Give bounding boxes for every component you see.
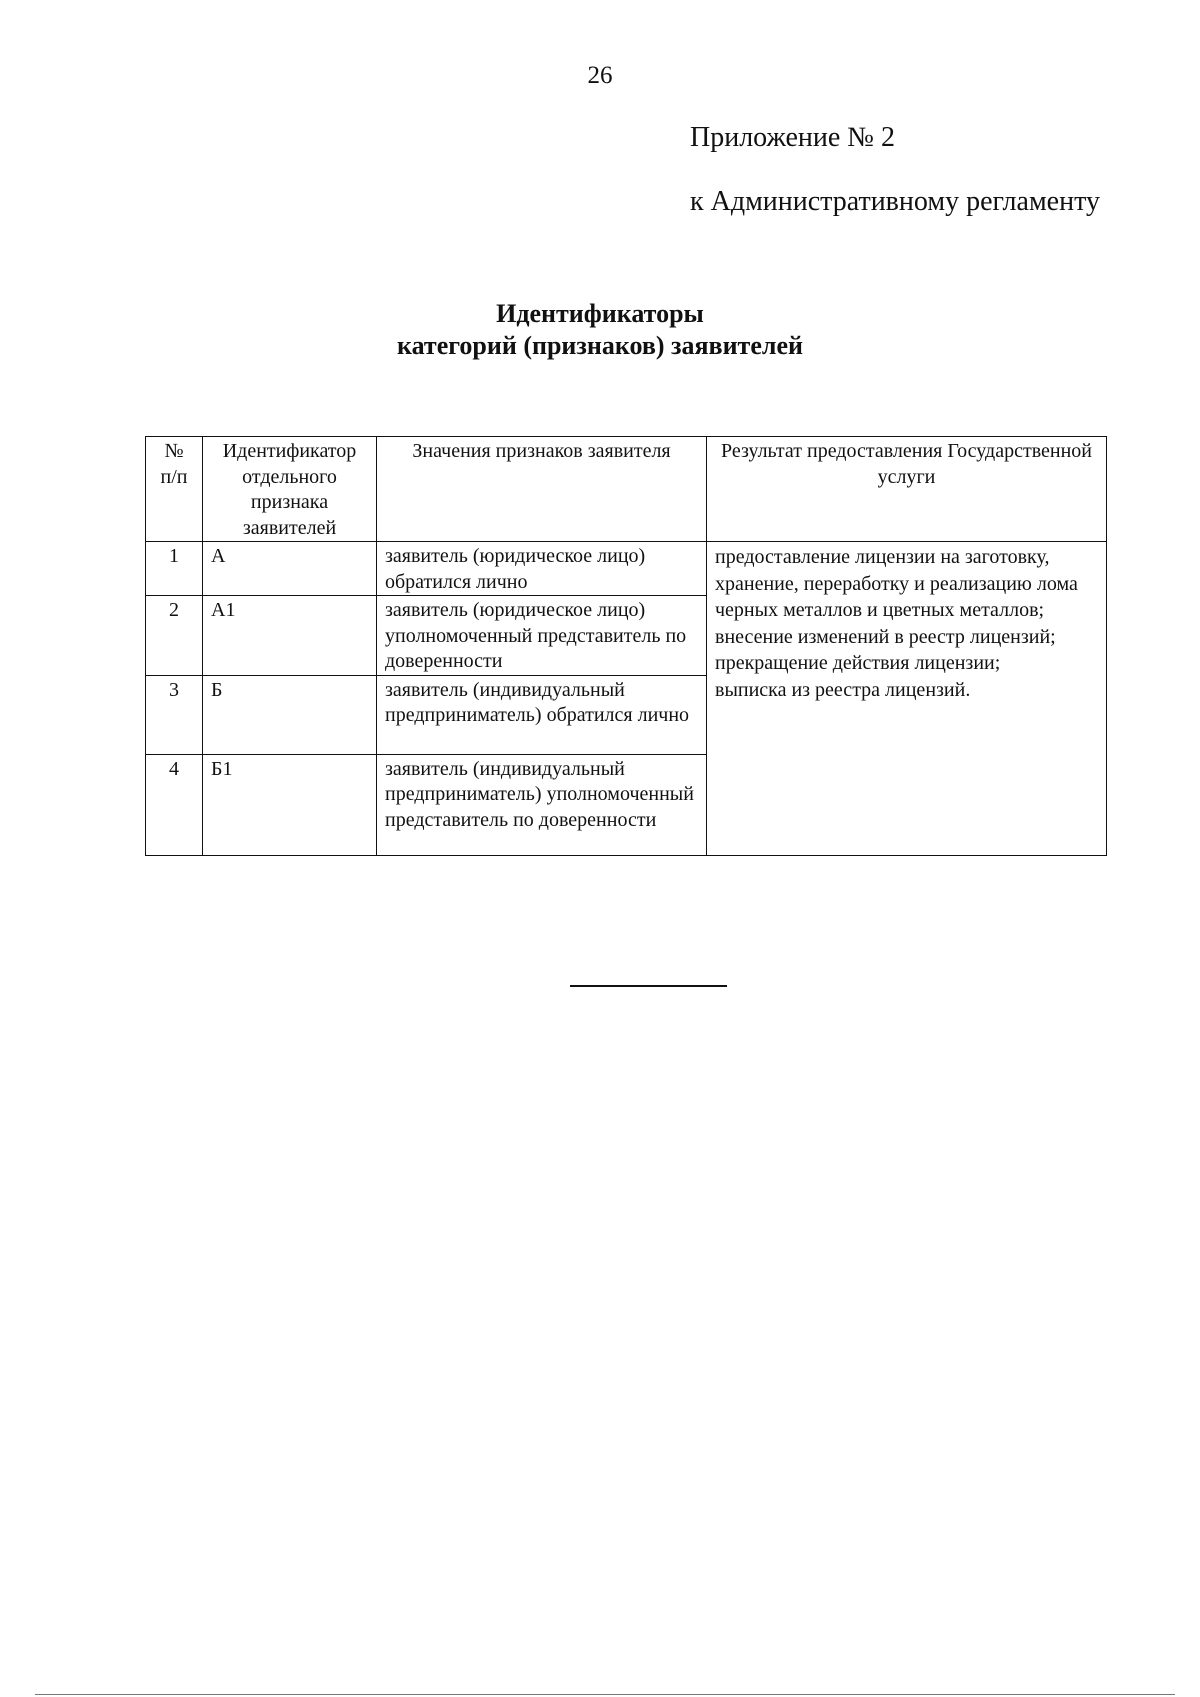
end-of-document-rule: [570, 985, 727, 987]
row-value: заявитель (юридическое лицо) уполномоченный представитель по доверенности: [377, 596, 707, 676]
row-number: 2: [146, 596, 203, 676]
page-bottom-edge: [35, 1694, 1175, 1695]
row-number: 3: [146, 675, 203, 754]
page-number: 26: [587, 62, 613, 89]
document-title: Идентификаторы: [496, 299, 704, 328]
row-identifier: А1: [203, 596, 377, 676]
document-subtitle: категорий (признаков) заявителей: [397, 331, 803, 360]
result-line: прекращение действия лицензии;: [715, 652, 1001, 674]
header-identifier: Идентификатор отдельного признака заявителей: [203, 437, 377, 542]
header-result: Результат предоставления Государственной услуги: [707, 437, 1107, 542]
row-number: 1: [146, 542, 203, 596]
result-cell: [707, 542, 1107, 856]
header-values: Значения признаков заявителя: [377, 437, 707, 542]
applicant-identifiers-table: [145, 436, 1107, 856]
appendix-label: Приложение № 2: [690, 122, 895, 153]
table-row: [146, 542, 1107, 596]
header-number: № п/п: [146, 437, 203, 542]
row-value: заявитель (индивидуальный предприниматель) уполномоченный представитель по доверенности: [377, 754, 707, 855]
result-line: выписка из реестра лицензий.: [715, 678, 971, 701]
row-identifier: А: [203, 542, 377, 596]
table-header-row: [146, 437, 1107, 542]
regulation-reference: к Административному регламенту: [690, 186, 1100, 217]
result-line: внесение изменений в реестр лицензий;: [715, 625, 1056, 648]
row-identifier: Б1: [203, 754, 377, 855]
result-line: предоставление лицензии на заготовку, хранение, переработку и реализацию лома черных металлов и цветных металлов;: [715, 546, 1078, 621]
row-value: заявитель (юридическое лицо) обратился лично: [377, 542, 707, 596]
row-value: заявитель (индивидуальный предприниматель) обратился лично: [377, 675, 707, 754]
row-number: 4: [146, 754, 203, 855]
row-identifier: Б: [203, 675, 377, 754]
